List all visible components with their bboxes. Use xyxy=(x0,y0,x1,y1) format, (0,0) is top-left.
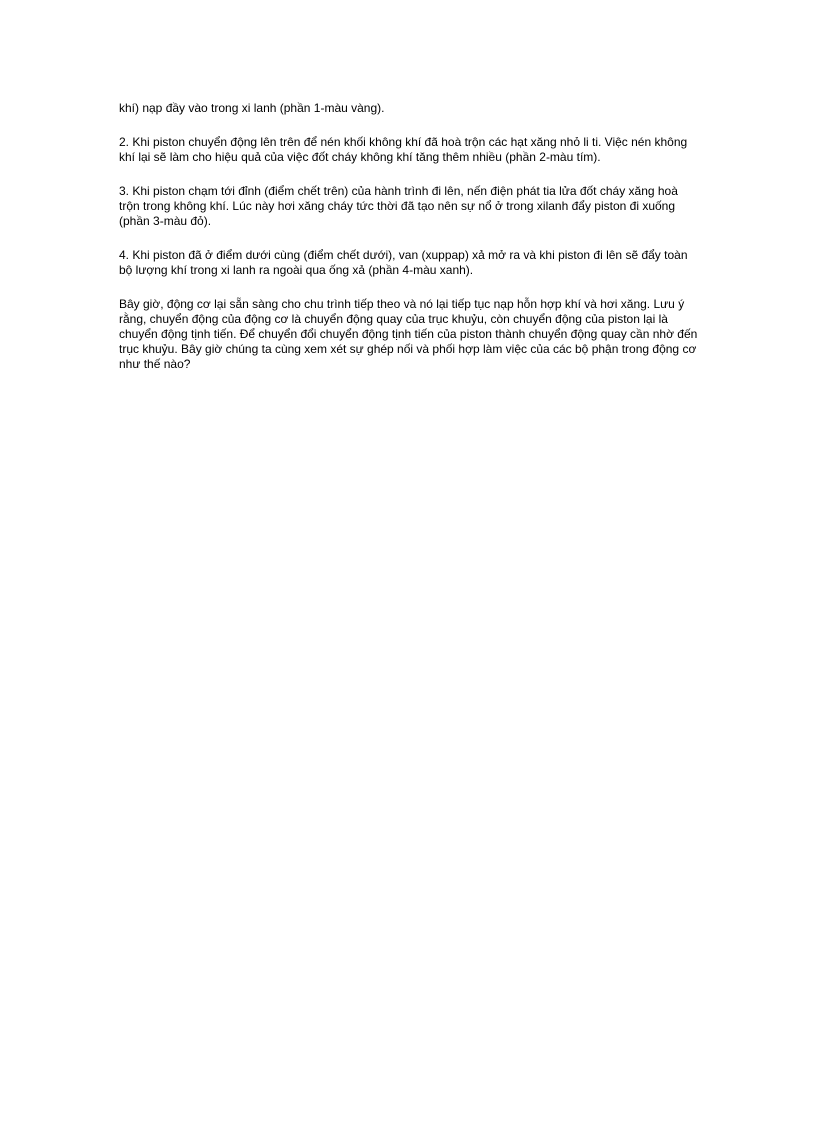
paragraph-exhaust: 4. Khi piston đã ở điểm dưới cùng (điểm chết dưới), van (xuppap) xả mở ra và khi piston đi lên sẽ đẩy toàn bộ lượng khí trong xi lanh ra ngoài qua ống xả (phần 4-màu xanh). xyxy=(119,248,688,277)
paragraph-cycle-summary: Bây giờ, động cơ lại sẵn sàng cho chu trình tiếp theo và nó lại tiếp tục nạp hỗn hợp khí và hơi xăng. Lưu ý rằng, chuyển động của động cơ là chuyển động quay của trục khuỷu, còn chuyển động của piston lại là chuyển động tịnh tiến. Để chuyển đổi chuyển động tịnh tiến của piston thành chuyển động quay cần nhờ đến trục khuỷu. Bây giờ chúng ta cùng xem xét sự ghép nối và phối hợp làm việc của các bộ phận trong động cơ như thế nào? xyxy=(119,297,698,371)
document-body xyxy=(119,101,699,391)
paragraph-combustion: 3. Khi piston chạm tới đỉnh (điểm chết trên) của hành trình đi lên, nến điện phát tia lửa đốt cháy xăng hoà trộn trong không khí. Lúc này hơi xăng cháy tức thời đã tạo nên sự nổ ở trong xilanh đẩy piston đi xuống (phần 3-màu đỏ). xyxy=(119,184,678,228)
paragraph-compression: 2. Khi piston chuyển động lên trên để nén khối không khí đã hoà trộn các hạt xăng nhỏ li ti. Việc nén không khí lại sẽ làm cho hiệu quả của việc đốt cháy không khí tăng thêm nhiều (phần 2-màu tím). xyxy=(119,135,688,164)
paragraph-intake-end: khí) nạp đầy vào trong xi lanh (phần 1-màu vàng). xyxy=(119,101,385,115)
